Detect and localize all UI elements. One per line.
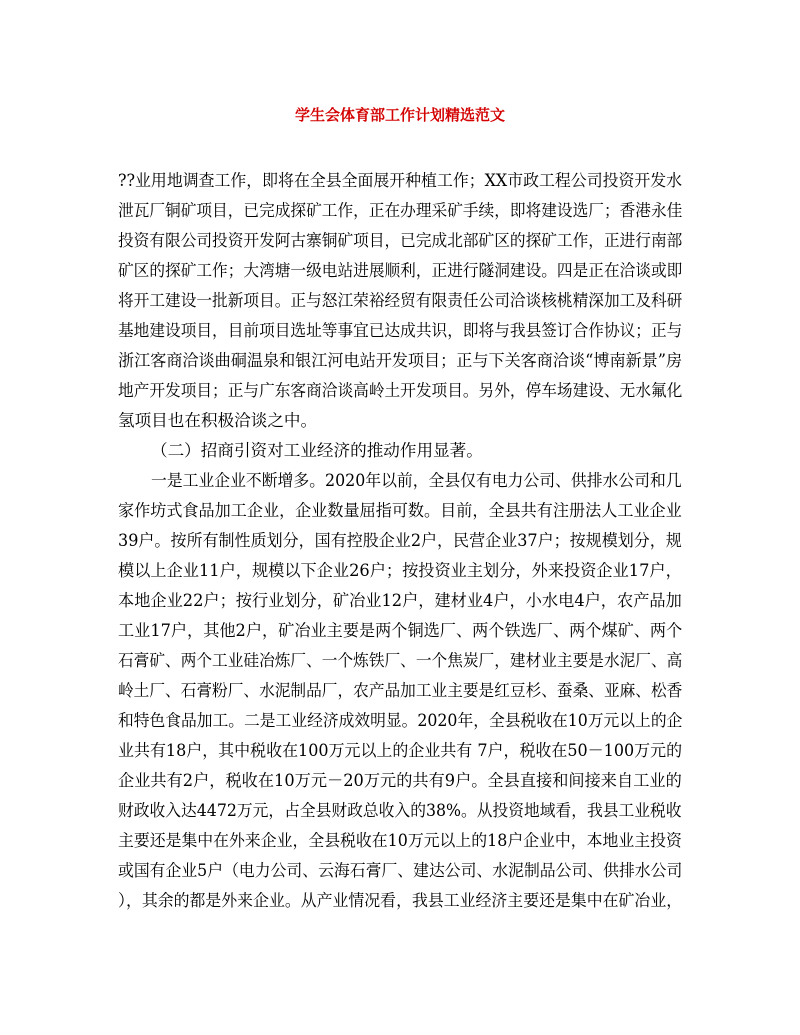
paragraph-line: 主要还是集中在外来企业，全县税收在10万元以上的18户企业中，本地业主投资 — [118, 831, 682, 850]
paragraph-line: 基地建设项目，目前项目选址等事宜已达成共识，即将与我县签订合作协议；正与 — [118, 321, 683, 340]
paragraph-line: 地产开发项目；正与广东客商洽谈高岭土开发项目。另外，停车场建设、无水氟化 — [118, 381, 683, 400]
document-title: 学生会体育部工作计划精选范文 — [294, 106, 505, 124]
paragraph-line: 财政收入达4472万元，占全县财政总收入的38%。从投资地域看，我县工业税收 — [118, 801, 682, 820]
paragraph-line: 企业共有2户，税收在10万元－20万元的共有9户。全县直接和间接来自工业的 — [118, 771, 682, 790]
paragraph-line: 工业17户，其他2户，矿冶业主要是两个铜选厂、两个铁选厂、两个煤矿、两个 — [118, 621, 683, 640]
paragraph-line: 一是工业企业不断增多。2020年以前，全县仅有电力公司、供排水公司和几 — [151, 471, 682, 490]
paragraph-line: 39户。按所有制性质划分，国有控股企业2户，民营企业37户；按规模划分，规 — [118, 531, 682, 550]
paragraph-line: 家作坊式食品加工企业，企业数量屈指可数。目前，全县共有注册法人工业企业 — [118, 501, 682, 520]
paragraph-line: 业共有18户，其中税收在100万元以上的企业共有 7户，税收在50－100万元的 — [118, 741, 683, 760]
paragraph-line: 或国有企业5户（电力公司、云海石膏厂、建达公司、水泥制品公司、供排水公司 — [118, 861, 683, 880]
paragraph-line: ??业用地调查工作，即将在全县全面展开种植工作；XX市政工程公司投资开发水 — [118, 171, 683, 190]
paragraph-line: 岭土厂、石膏粉厂、水泥制品厂，农产品加工业主要是红豆杉、蚕桑、亚麻、松香 — [118, 681, 683, 700]
paragraph-line: 将开工建设一批新项目。正与怒江荣裕经贸有限责任公司洽谈核桃精深加工及科研 — [118, 291, 683, 310]
paragraph-line: 氢项目也在积极洽谈之中。 — [118, 411, 318, 430]
paragraph-line: ），其余的都是外来企业。从产业情况看，我县工业经济主要还是集中在矿冶业， — [118, 891, 683, 910]
section-heading: （二）招商引资对工业经济的推动作用显著。 — [151, 441, 483, 460]
paragraph-line: 模以上企业11户，规模以下企业26户；按投资业主划分，外来投资企业17户， — [118, 561, 682, 580]
paragraph-line: 浙江客商洽谈曲硐温泉和银江河电站开发项目；正与下关客商洽谈“博南新景”房 — [118, 351, 683, 370]
paragraph-line: 矿区的探矿工作；大湾塘一级电站进展顺利，正进行隧洞建设。四是正在洽谈或即 — [118, 261, 683, 280]
paragraph-line: 投资有限公司投资开发阿古寨铜矿项目，已完成北部矿区的探矿工作，正进行南部 — [118, 231, 683, 250]
paragraph-line: 石膏矿、两个工业硅冶炼厂、一个炼铁厂、一个焦炭厂，建材业主要是水泥厂、高 — [118, 651, 683, 670]
paragraph-line: 和特色食品加工。二是工业经济成效明显。2020年，全县税收在10万元以上的企 — [118, 711, 683, 730]
paragraph-line: 本地企业22户；按行业划分，矿冶业12户，建材业4户，小水电4户，农产品加 — [118, 591, 682, 610]
paragraph-line: 泄瓦厂铜矿项目，已完成探矿工作，正在办理采矿手续，即将建设选厂；香港永佳 — [118, 201, 683, 220]
